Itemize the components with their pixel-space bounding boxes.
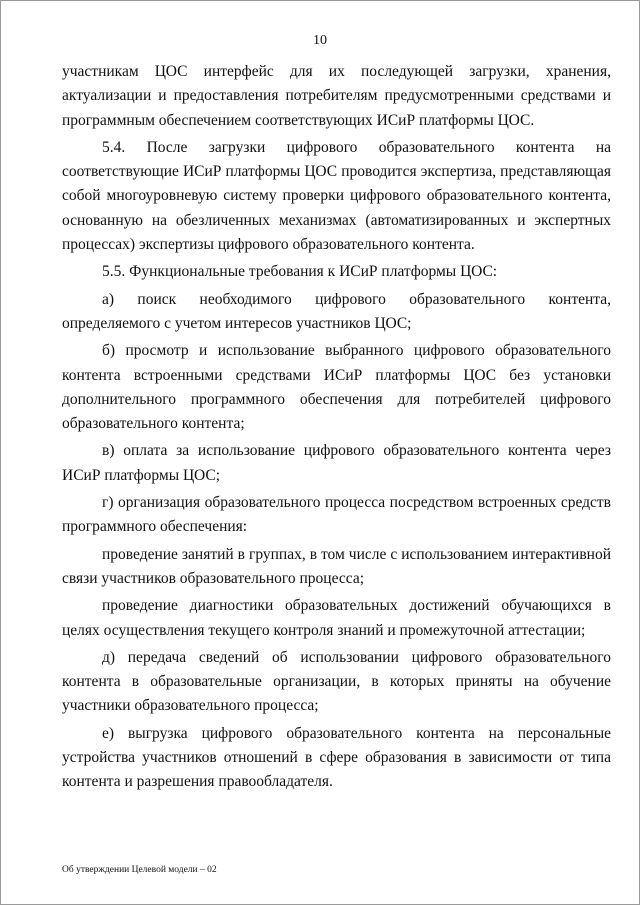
sub-item-diagnostics: проведение диагностики образовательных достижений обучающихся в целях осуществления текущего контроля знаний и промежуточной аттестации;: [62, 597, 611, 639]
paragraph-continuation: участникам ЦОС интерфейс для их последующей загрузки, хранения, актуализации и предоставления потребителям предусмотренными средствами и программным обеспечением соответствующих ИСиР платформы ЦОС.: [62, 63, 611, 129]
list-item-g: г) организация образовательного процесса посредством встроенных средств программного обеспечения:: [62, 494, 611, 536]
document-body: [62, 60, 611, 795]
list-item-b: б) просмотр и использование выбранного цифрового образовательного контента встроенными средствами ИСиР платформы ЦОС без установки дополнительного программного обеспечения для потребителей цифрового образовательного контента;: [62, 342, 611, 433]
paragraph-5-5: 5.5. Функциональные требования к ИСиР платформы ЦОС:: [102, 263, 498, 281]
footer-text: Об утверждении Целевой модели – 02: [62, 865, 217, 875]
list-item-a: а) поиск необходимого цифрового образовательного контента, определяемого с учетом интересов участников ЦОС;: [62, 290, 611, 332]
paragraph-5-4: 5.4. После загрузки цифрового образовательного контента на соответствующие ИСиР платформы ЦОС проводится экспертиза, представляющая собой многоуровневую систему проверки цифрового образовательного контента, основанную на обезличенных механизмах (автоматизированных и экспертных процессах) экспертизы цифрового образовательного контента.: [62, 138, 611, 254]
sub-item-group-lessons: проведение занятий в группах, в том числе с использованием интерактивной связи участников образовательного процесса;: [62, 545, 611, 587]
list-item-v: в) оплата за использование цифрового образовательного контента через ИСиР платформы ЦОС;: [62, 442, 611, 484]
list-item-e: е) выгрузка цифрового образовательного контента на персональные устройства участников отношений в сфере образования в зависимости от типа контента и разрешения правообладателя.: [62, 724, 611, 791]
page-number: 10: [313, 33, 327, 48]
list-item-d: д) передача сведений об использовании цифрового образовательного контента в образовательные организации, в которых приняты на обучение участники образовательного процесса;: [62, 648, 611, 715]
